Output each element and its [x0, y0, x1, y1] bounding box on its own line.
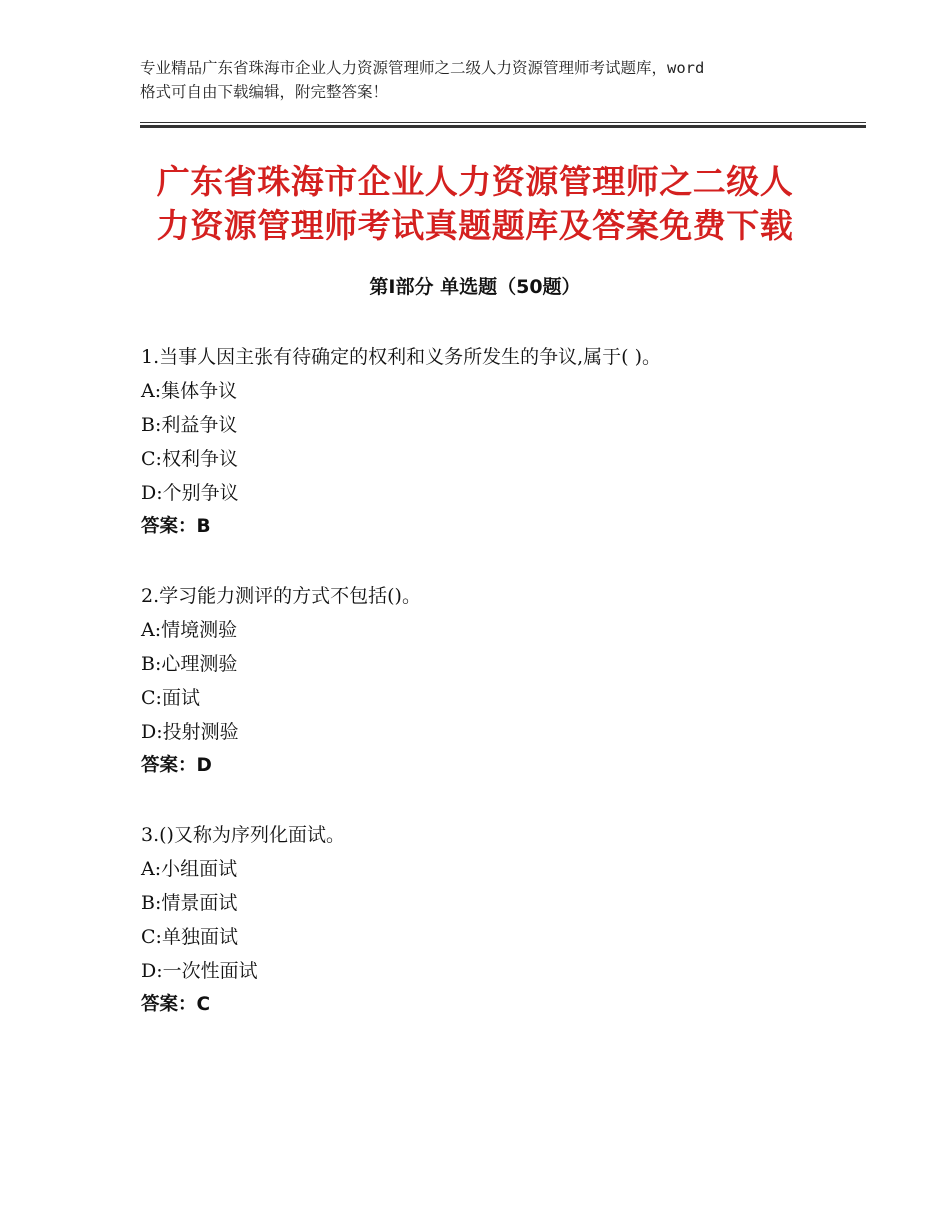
- header-note: [140, 56, 840, 104]
- option-c: C:面试: [141, 687, 200, 709]
- question-3: [141, 818, 861, 1022]
- answer: 答案：C: [141, 994, 211, 1015]
- option-a: A:集体争议: [141, 380, 238, 402]
- header-note-line-2: 格式可自由下载编辑，附完整答案！: [140, 83, 389, 101]
- option-b: B:情景面试: [141, 892, 238, 914]
- option-a: A:情境测验: [141, 619, 238, 641]
- header-note-line-1: 专业精品广东省珠海市企业人力资源管理师之二级人力资源管理师考试题库，word: [140, 59, 705, 77]
- question-1: [141, 340, 861, 544]
- question-stem: 2.学习能力测评的方式不包括()。: [141, 585, 421, 607]
- option-c: C:单独面试: [141, 926, 238, 948]
- answer: 答案：D: [141, 755, 212, 776]
- section-heading: 第Ⅰ部分 单选题（50题）: [369, 276, 581, 298]
- header-rule-thin: [140, 122, 866, 123]
- header-rule-thick: [140, 125, 866, 128]
- document-title-line-1: 广东省珠海市企业人力资源管理师之二级人: [156, 162, 794, 201]
- question-list: [141, 340, 861, 1057]
- question-2: [141, 579, 861, 783]
- option-d: D:投射测验: [141, 721, 239, 743]
- option-c: C:权利争议: [141, 448, 238, 470]
- document-title: [110, 160, 840, 248]
- question-stem: 1.当事人因主张有待确定的权利和义务所发生的争议,属于( )。: [141, 346, 662, 368]
- answer: 答案：B: [141, 516, 211, 537]
- option-b: B:利益争议: [141, 414, 238, 436]
- option-a: A:小组面试: [141, 858, 238, 880]
- question-stem: 3.()又称为序列化面试。: [141, 824, 345, 846]
- option-d: D:一次性面试: [141, 960, 258, 982]
- option-b: B:心理测验: [141, 653, 238, 675]
- option-d: D:个别争议: [141, 482, 239, 504]
- document-title-line-2: 力资源管理师考试真题题库及答案免费下载: [156, 206, 794, 245]
